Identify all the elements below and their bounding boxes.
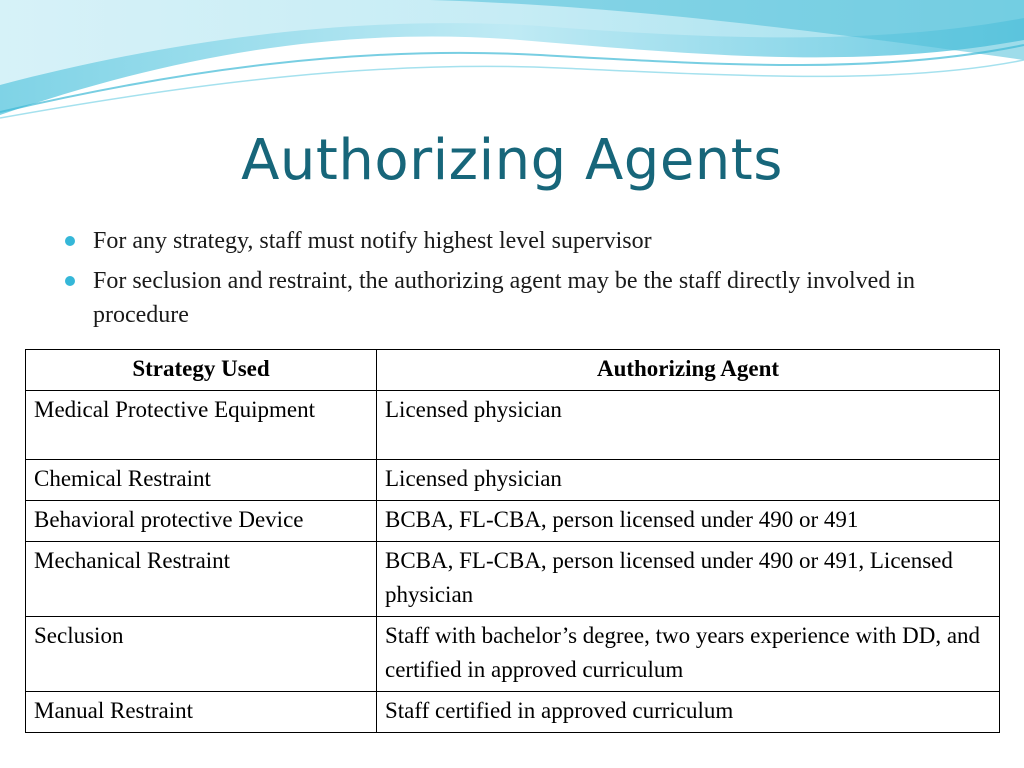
strategy-cell: Medical Protective Equipment bbox=[26, 391, 377, 460]
bullet-item bbox=[62, 264, 962, 332]
agent-cell: Staff certified in approved curriculum bbox=[377, 692, 1000, 733]
table-row bbox=[26, 460, 1000, 501]
strategy-cell: Seclusion bbox=[26, 617, 377, 692]
agent-cell: Licensed physician bbox=[377, 460, 1000, 501]
strategy-cell: Manual Restraint bbox=[26, 692, 377, 733]
bullet-dot-icon bbox=[65, 276, 75, 286]
header-wave-decoration bbox=[0, 0, 1024, 140]
table-header-row bbox=[26, 350, 1000, 391]
table-row bbox=[26, 692, 1000, 733]
table-row bbox=[26, 501, 1000, 542]
header-strategy-used: Strategy Used bbox=[26, 350, 377, 391]
bullet-list bbox=[62, 224, 962, 338]
slide-title: Authorizing Agents bbox=[241, 128, 783, 193]
bullet-text: For seclusion and restraint, the authorizing agent may be the staff directly involved in procedure bbox=[93, 268, 915, 328]
bullet-text: For any strategy, staff must notify highest level supervisor bbox=[93, 228, 652, 254]
agent-cell: Staff with bachelor’s degree, two years experience with DD, and certified in approved curriculum bbox=[377, 617, 1000, 692]
table-row bbox=[26, 542, 1000, 617]
strategy-cell: Chemical Restraint bbox=[26, 460, 377, 501]
table-row bbox=[26, 391, 1000, 460]
agent-cell: BCBA, FL-CBA, person licensed under 490 or 491, Licensed physician bbox=[377, 542, 1000, 617]
strategy-cell: Mechanical Restraint bbox=[26, 542, 377, 617]
table-row bbox=[26, 617, 1000, 692]
agent-cell: BCBA, FL-CBA, person licensed under 490 or 491 bbox=[377, 501, 1000, 542]
header-authorizing-agent: Authorizing Agent bbox=[377, 350, 1000, 391]
authorizing-agents-table bbox=[25, 349, 1000, 733]
bullet-dot-icon bbox=[65, 236, 75, 246]
strategy-cell: Behavioral protective Device bbox=[26, 501, 377, 542]
agent-cell: Licensed physician bbox=[377, 391, 1000, 460]
bullet-item bbox=[62, 224, 962, 258]
